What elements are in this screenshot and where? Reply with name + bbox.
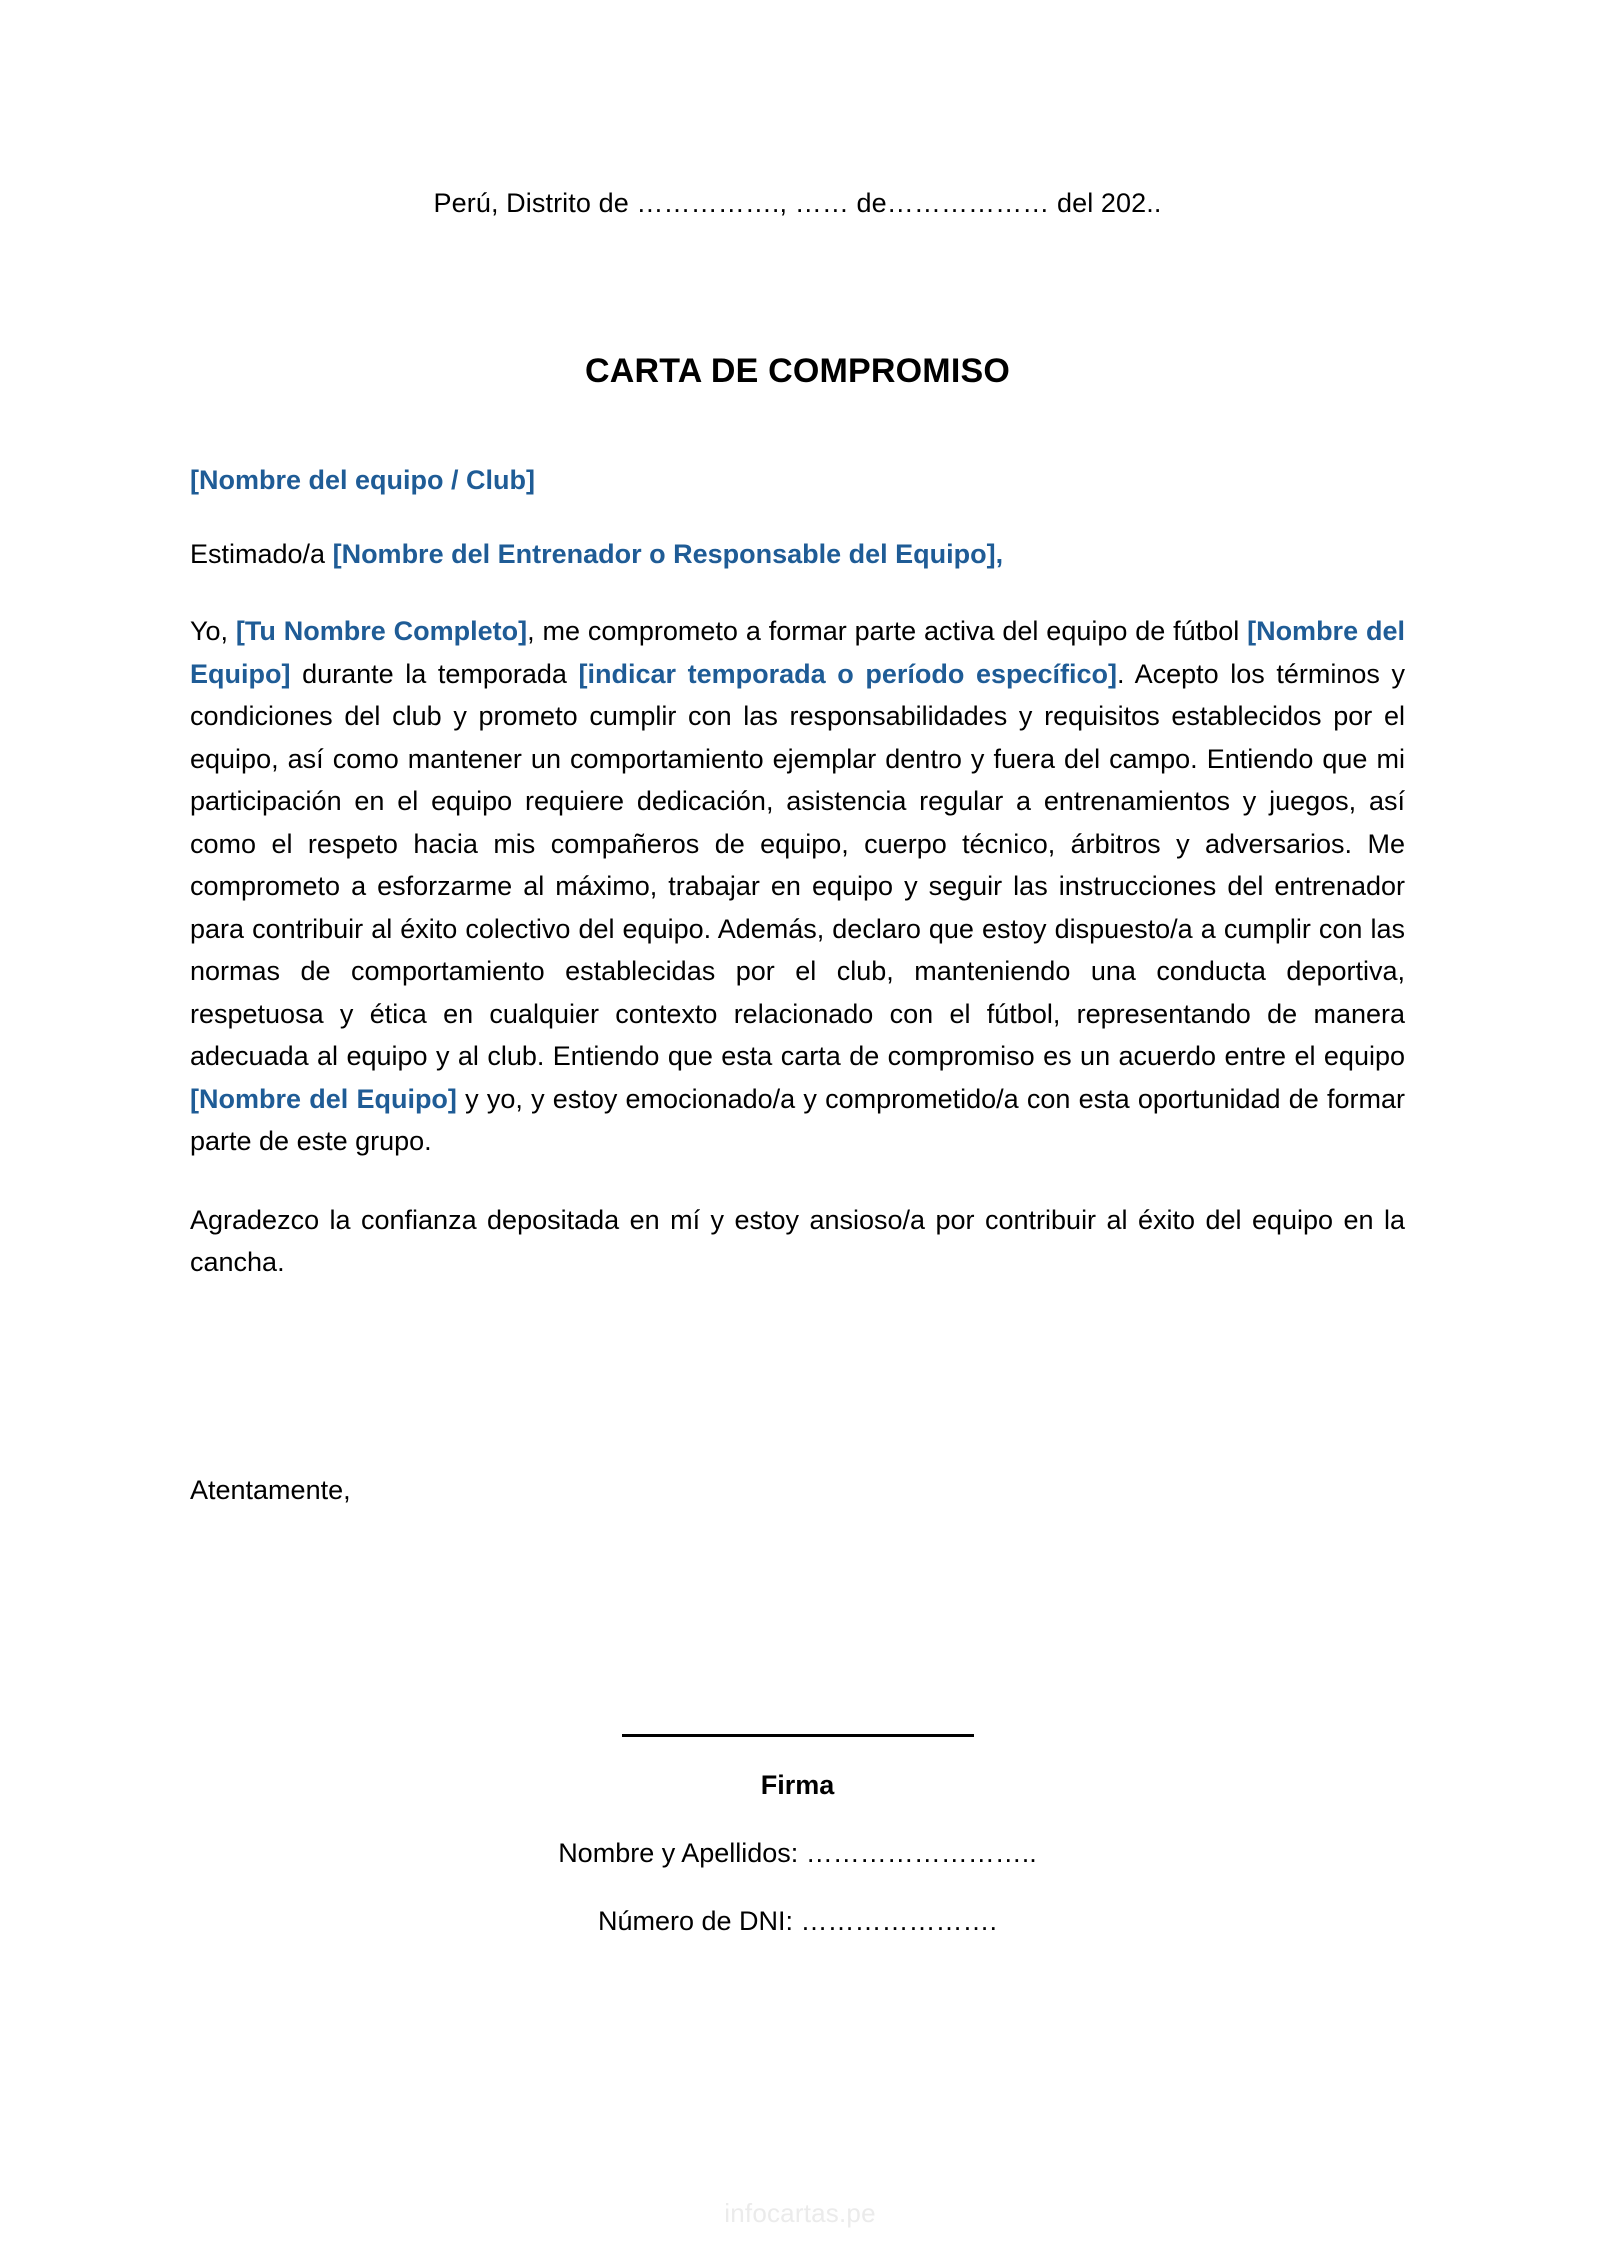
- watermark: infocartas.pe: [724, 2198, 876, 2228]
- signature-name-field: Nombre y Apellidos: ……………………..: [558, 1838, 1037, 1868]
- greeting-plain-text: Estimado/a: [190, 539, 333, 569]
- p1-placeholder-team-name-2: [Nombre del Equipo]: [190, 1083, 457, 1114]
- signature-block: [190, 1700, 1405, 1939]
- letter-body: [190, 462, 1405, 1284]
- club-name-placeholder: [Nombre del equipo / Club]: [190, 465, 535, 495]
- p1-placeholder-team-name: [Nombre del Equipo]: [190, 616, 1405, 689]
- p1-segment-2: , me comprometo a formar parte activa del equipo de fútbol: [527, 616, 1248, 646]
- greeting-prefix: [190, 539, 333, 569]
- thanks-paragraph: Agradezco la confianza depositada en mí y estoy ansioso/a por contribuir al éxito del equipo en la cancha.: [190, 1204, 1405, 1277]
- page-title: CARTA DE COMPROMISO: [584, 351, 1010, 390]
- p1-segment-3: durante la temporada: [290, 658, 579, 689]
- date-place-line: Perú, Distrito de ……………., …… de……………… del 202..: [433, 188, 1162, 218]
- signature-dni-field: Número de DNI: ………………….: [597, 1906, 998, 1936]
- p1-segment-1: Yo,: [190, 616, 236, 646]
- p1-segment-4: . Acepto los términos y condiciones del club y prometo cumplir con las responsabilidades y requisitos establecidos por el equipo, así como mantener un comportamiento ejemplar dentro y fuera del campo. Entiendo que mi participación en el equipo requiere dedicación, asistencia regular a entrenamientos y juegos, así como el respeto hacia mis compañeros de equipo, cuerpo técnico, árbitros y adversarios. Me comprometo a esforzarme al máximo, trabajar en equipo y seguir las instrucciones del entrenador para contribuir al éxito colectivo del equipo. Además, declaro que estoy dispuesto/a a cumplir con las normas de comportamiento establecidas por el club, manteniendo una conducta deportiva, respetuosa y ética en cualquier contexto relacionado con el fútbol, representando de manera adecuada al equipo y al club. Entiendo que esta carta de compromiso es un acuerdo entre el equipo: [190, 658, 1405, 1071]
- commitment-paragraph: [190, 610, 1405, 1163]
- greeting-highlight: [Nombre del Entrenador o Responsable del Equipo],: [332, 539, 1004, 569]
- signoff-line: Atentamente,: [190, 1475, 351, 1505]
- p1-placeholder-full-name: [Tu Nombre Completo]: [235, 616, 528, 646]
- signature-rule: [622, 1734, 974, 1737]
- p1-segment-5: y yo, y estoy emocionado/a y comprometido/a con esta oportunidad de formar parte de este grupo.: [190, 1083, 1405, 1156]
- p1-placeholder-season: [indicar temporada o período específico]: [578, 658, 1117, 689]
- greeting-line: [190, 536, 1405, 572]
- signature-label: Firma: [760, 1770, 835, 1800]
